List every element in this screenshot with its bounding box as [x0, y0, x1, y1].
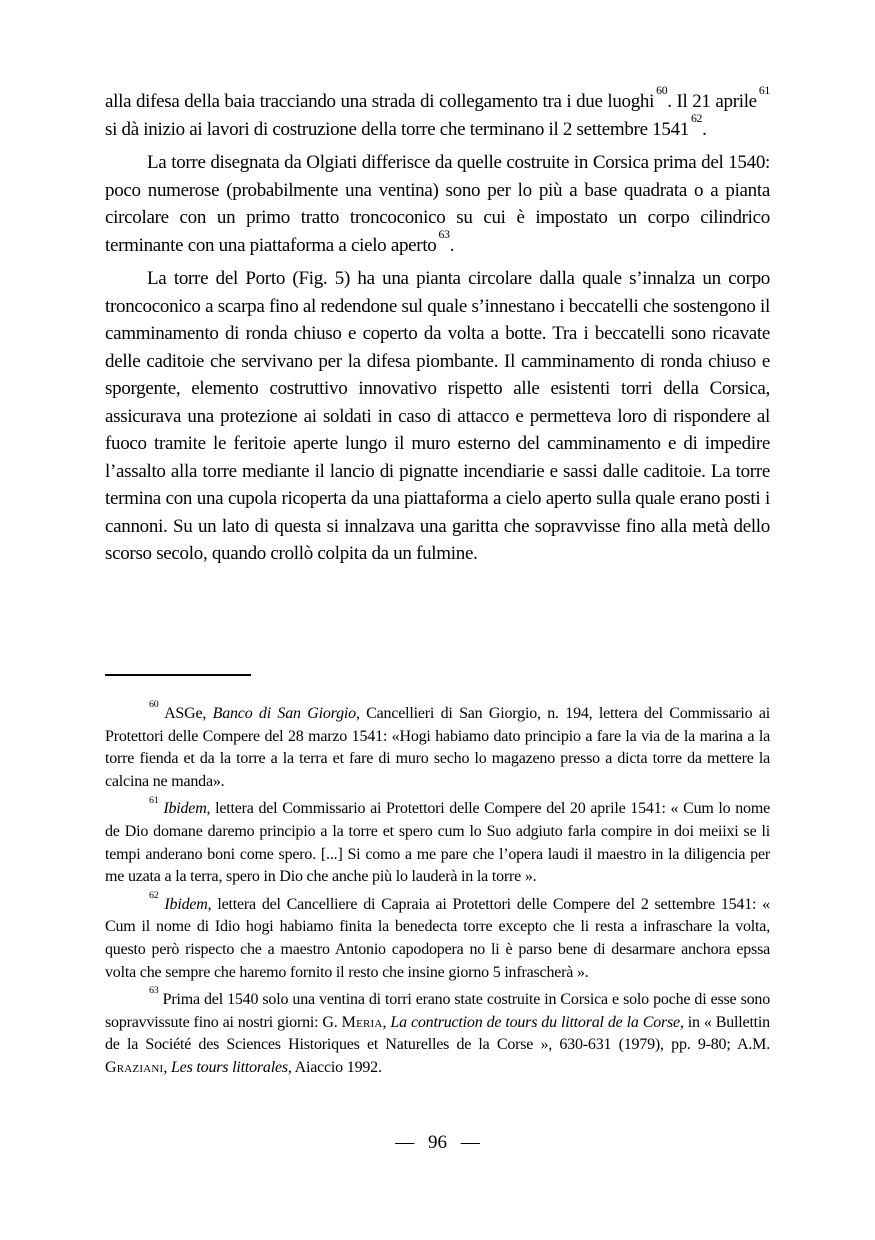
- text-segment-smallcaps: Graziani: [105, 1058, 164, 1076]
- text-segment-italic: Ibidem: [164, 895, 208, 913]
- text-segment-normal: si dà inizio ai lavori di costruzione della torre che terminano il 2 settembre 1541: [105, 118, 689, 140]
- text-segment-normal: La torre disegnata da Olgiati differisce da quelle costruite in Corsica prima del 1540: poco numerose (probabilmente una ventina) sono per lo più a base quadrata o a pianta circolare con un primo tratto troncoconico su cui è impostato un corpo cilindrico terminante con una piattaforma a cielo aperto: [105, 152, 770, 256]
- text-segment-normal: , in « Bullettin de la Société des Sciences Historiques et Naturelles de la Corse », 630-631 (1979), pp. 9-80; A.M.: [105, 1013, 770, 1054]
- text-segment-sup: 61: [149, 794, 159, 806]
- text-segment-normal: ,: [382, 1013, 391, 1031]
- page-number: — 96 —: [395, 1132, 480, 1153]
- text-segment-sup: 62: [690, 111, 703, 125]
- text-segment-normal: . Il 21 aprile: [667, 91, 757, 112]
- footnote-62: [105, 889, 770, 984]
- text-segment-sup: 62: [149, 889, 159, 901]
- text-segment-smallcaps: Meria: [341, 1013, 383, 1031]
- text-segment-italic: La contruction de tours du littoral de la Corse: [390, 1013, 680, 1031]
- footnote-63: [105, 985, 770, 1079]
- text-segment-sup: 61: [758, 84, 770, 98]
- body-text: [105, 84, 770, 574]
- text-segment-sup: 60: [149, 699, 159, 711]
- text-segment-normal: ASGe,: [158, 705, 213, 722]
- footnotes-block: [105, 699, 771, 1085]
- text-segment-normal: alla difesa della baia tracciando una strada di collegamento tra i due luoghi: [105, 91, 655, 112]
- text-segment-italic: Banco di San Giorgio: [212, 705, 356, 722]
- footnote-61: [105, 794, 770, 888]
- text-segment-normal: Prima del 1540 solo una ventina di torri erano state costruite in Corsica e solo poche di esse sono sopravvissute fino ai nostri giorni: G.: [105, 991, 770, 1031]
- text-segment-sup: 60: [656, 84, 668, 98]
- text-segment-normal: , lettera del Commissario ai Protettori delle Compere del 20 aprile 1541: « Cum lo nome de Dio domane daremo principio a la torre et spero cum lo Suo adgiuto farla compire in doi meiixi se li tempi anderano boni come spero. [...] Si como a me pare che l’opera laudi il maestro in la diligencia per me uzata a la terra, spero in Dio che anche più lo lauderà in la torre ».: [105, 800, 770, 886]
- footnote-60: [105, 699, 771, 793]
- text-segment-normal: La torre del Porto (Fig. 5) ha una pianta circolare dalla quale s’innalza un corpo troncoconico a scarpa fino al redendone sul quale s’innestano i beccatelli che sostengono il camminamento di ronda chiuso e coperto da volta a botte. Tra i beccatelli sono ricavate delle caditoie che servivano per la difesa piombante. Il camminamento di ronda chiuso e sporgente, elemento costruttivo innovativo rispetto alle esistenti torri della Corsica, assicurava una protezione ai soldati in caso di attacco e permetteva loro di rispondere al fuoco tramite le feritoie aperte lungo il muro esterno del camminamento e di impedire l’assalto alla torre mediante il lancio di pignatte incendiarie e sassi dalle caditoie. La torre termina con una cupola ricoperta da una piattaforma a cielo aperto sulla quale erano posti i cannoni. Su un lato di questa si innalzava una garitta che sopravvisse fino alla metà dello scorso secolo, quando crollò colpita da un fulmine.: [105, 268, 770, 564]
- text-segment-italic: Les tours littorales: [170, 1058, 288, 1076]
- text-segment-sup: 63: [149, 985, 159, 997]
- body-paragraph-1: [105, 84, 770, 143]
- footnote-separator-rule: [105, 674, 251, 676]
- text-segment-normal: .: [449, 234, 455, 256]
- body-paragraph-3: [105, 265, 770, 568]
- text-segment-normal: , lettera del Cancelliere di Capraia ai Protettori delle Compere del 2 settembre 1541: « Cum il nome di Idio hogi habiamo finita la benedecta torre excepto che li resta a infraschare la volta, questo però rispecto che a maestro Antonio capodopera no li è parso bene di desarmare anchora epssa volta che sempre che haremo fornito il resto che insine giorno 5 infrascherà ».: [105, 895, 770, 981]
- text-segment-normal: , Cancellieri di San Giorgio, n. 194, lettera del Commissario ai Protettori delle Compere del 28 marzo 1541: «Hogi habiamo dato principio a fare la via de la marina a la torre fienda et da la torre a la terra et fare di muro secho lo magazeno presso a dicta torre da mettere la calcina ne manda».: [105, 705, 771, 790]
- text-segment-normal: ,: [163, 1058, 171, 1076]
- text-segment-sup: 63: [438, 227, 450, 241]
- text-segment-normal: , Aiaccio 1992.: [287, 1058, 382, 1076]
- text-segment-normal: .: [702, 118, 707, 140]
- body-paragraph-2: [105, 149, 770, 259]
- text-segment-italic: Ibidem: [163, 800, 207, 818]
